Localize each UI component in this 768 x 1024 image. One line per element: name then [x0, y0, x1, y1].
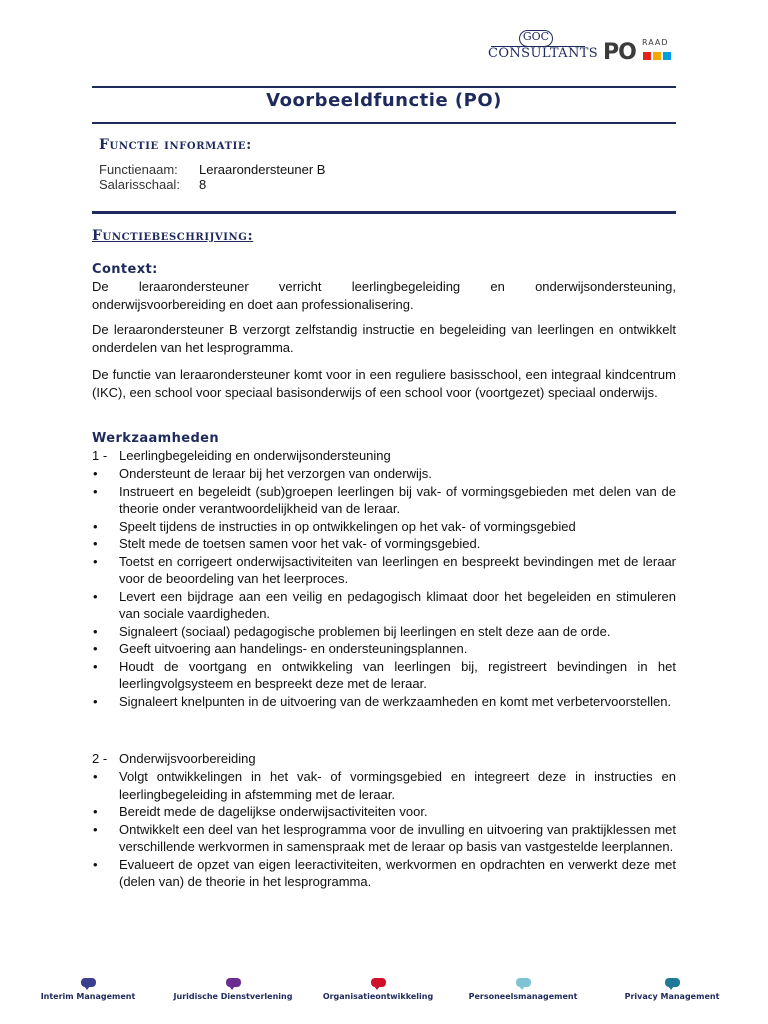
functie-informatie-heading: Functie informatie: [99, 137, 252, 153]
bullet-icon: • [93, 623, 98, 639]
title-bottom-rule [92, 122, 676, 124]
functiebeschrijving-heading: Functiebeschrijving: [92, 228, 254, 244]
list-item: • Stelt mede de toetsen samen voor het vak- of vormingsgebied. [93, 536, 481, 551]
info-value: 8 [199, 177, 207, 192]
list-item: • Toetst en corrigeert onderwijsactiviteiten van leerlingen en bespreekt bevindingen met de leraar voor de beoordeling van het leerproces. [93, 553, 676, 586]
werkzaamheden-heading: Werkzaamheden [92, 431, 220, 446]
footer-item-juridische [163, 978, 303, 1001]
section-number: 1 - [92, 448, 108, 463]
po-raad-logo [603, 40, 678, 64]
footer-item-personeel [453, 978, 593, 1001]
speech-bubble-icon [516, 978, 531, 987]
context-paragraph: De functie van leraarondersteuner komt voor in een reguliere basisschool, een integraal kindcentrum (IKC), een school voor speciaal basisonderwijs of een school voor (voortgezet) speciaal onderwijs. [92, 367, 676, 400]
red-square-icon [643, 52, 651, 60]
bullet-icon: • [93, 658, 98, 674]
section-number: 2 - [92, 751, 108, 766]
list-item: • Ondersteunt de leraar bij het verzorgen van onderwijs. [93, 466, 432, 481]
goc-logo-text: GOC [522, 30, 550, 43]
blue-square-icon [663, 52, 671, 60]
section-2-list [92, 768, 676, 891]
bullet-icon: • [93, 536, 98, 551]
bullet-icon: • [93, 856, 98, 872]
footer-item-privacy [602, 978, 742, 1001]
section-heading-1 [92, 448, 391, 463]
list-item: • Instrueert en begeleidt (sub)groepen leerlingen bij vak- of vormingsgebieden met delen van de theorie onder verantwoordelijkheid van de leraar. [93, 483, 676, 516]
bullet-icon: • [93, 553, 98, 569]
speech-bubble-icon [665, 978, 680, 987]
goc-consultants-logo [488, 30, 599, 66]
footer-item-organisatie [308, 978, 448, 1001]
info-value: Leraarondersteuner B [199, 162, 326, 177]
bullet-icon: • [93, 769, 98, 784]
footer-item-interim [18, 978, 158, 1001]
context-paragraph: De leraarondersteuner B verzorgt zelfstandig instructie en begeleiding van leerlingen en ontwikkelt onderdelen van het lesprogramma. [92, 322, 676, 355]
bullet-icon: • [93, 588, 98, 604]
footer-label: Interim Management [40, 992, 136, 1001]
footer [0, 978, 768, 1008]
list-item: • Geeft uitvoering aan handelings- en ondersteuningsplannen. [93, 641, 468, 656]
title-top-rule [92, 86, 676, 88]
list-item: • Speelt tijdens de instructies in op ontwikkelingen op het vak- of vormingsgebied [93, 518, 576, 534]
list-item: • Bereidt mede de dagelijkse onderwijsactiviteiten voor. [93, 804, 428, 819]
bullet-icon: • [93, 483, 98, 499]
context-paragraph: De leraarondersteuner verricht leerlingbegeleiding en onderwijsondersteuning, onderwijsvoorbereiding en doet aan professionalisering. [92, 279, 676, 312]
section-1-list [92, 465, 676, 710]
list-item: • Volgt ontwikkelingen in het vak- of vormingsgebied en integreert deze in instructies en leerlingbegeleiding in afstemming met de leraar. [93, 769, 676, 802]
speech-bubble-icon [519, 30, 553, 47]
info-label: Salarisschaal: [99, 177, 180, 192]
section-title: Onderwijsvoorbereiding [119, 751, 256, 766]
list-item: • Levert een bijdrage aan een veilig en pedagogisch klimaat door het begeleiden en stimuleren van sociale vaardigheden. [93, 588, 676, 621]
speech-bubble-icon [226, 978, 241, 987]
bullet-icon: • [93, 466, 98, 481]
bullet-icon: • [93, 804, 98, 819]
po-logo-text: PO [603, 40, 636, 65]
footer-label: Juridische Dienstverlening [173, 992, 293, 1001]
bullet-icon: • [93, 821, 98, 837]
consultants-logo-text: CONSULTANTS [488, 46, 599, 61]
list-item: • Evalueert de opzet van eigen leeractiviteiten, werkvormen en opdrachten en verwerkt deze met (delen van) de theorie in het lesprogramma. [93, 856, 676, 889]
speech-bubble-icon [371, 978, 386, 987]
speech-bubble-icon [81, 978, 96, 987]
footer-label: Organisatieontwikkeling [322, 992, 434, 1001]
list-item: • Signaleert knelpunten in de uitvoering van de werkzaamheden en komt met verbetervoorstellen. [93, 693, 672, 709]
raad-logo-text: RAAD [642, 38, 669, 47]
info-label: Functienaam: [99, 162, 178, 177]
list-item: • Houdt de voortgang en ontwikkeling van leerlingen bij, registreert bevindingen in het leerlingvolgsysteem en bespreekt deze met de leraar. [93, 658, 676, 691]
page-title: Voorbeeldfunctie (PO) [266, 90, 502, 111]
footer-label: Privacy Management [624, 992, 720, 1001]
bullet-icon: • [93, 641, 98, 656]
yellow-square-icon [653, 52, 661, 60]
bullet-icon: • [93, 693, 98, 709]
list-item: • Ontwikkelt een deel van het lesprogramma voor de invulling en uitvoering van praktijklessen met verschillende werkvormen in samenspraak met de leraar op basis van vastgestelde leerplannen. [93, 821, 676, 854]
footer-label: Personeelsmanagement [468, 992, 578, 1001]
context-heading: Context: [92, 262, 158, 277]
bullet-icon: • [93, 518, 98, 534]
info-bottom-rule [92, 211, 676, 214]
section-title: Leerlingbegeleiding en onderwijsondersteuning [119, 448, 391, 463]
section-heading-2 [92, 751, 256, 766]
list-item: • Signaleert (sociaal) pedagogische problemen bij leerlingen en stelt deze aan de orde. [93, 623, 611, 639]
